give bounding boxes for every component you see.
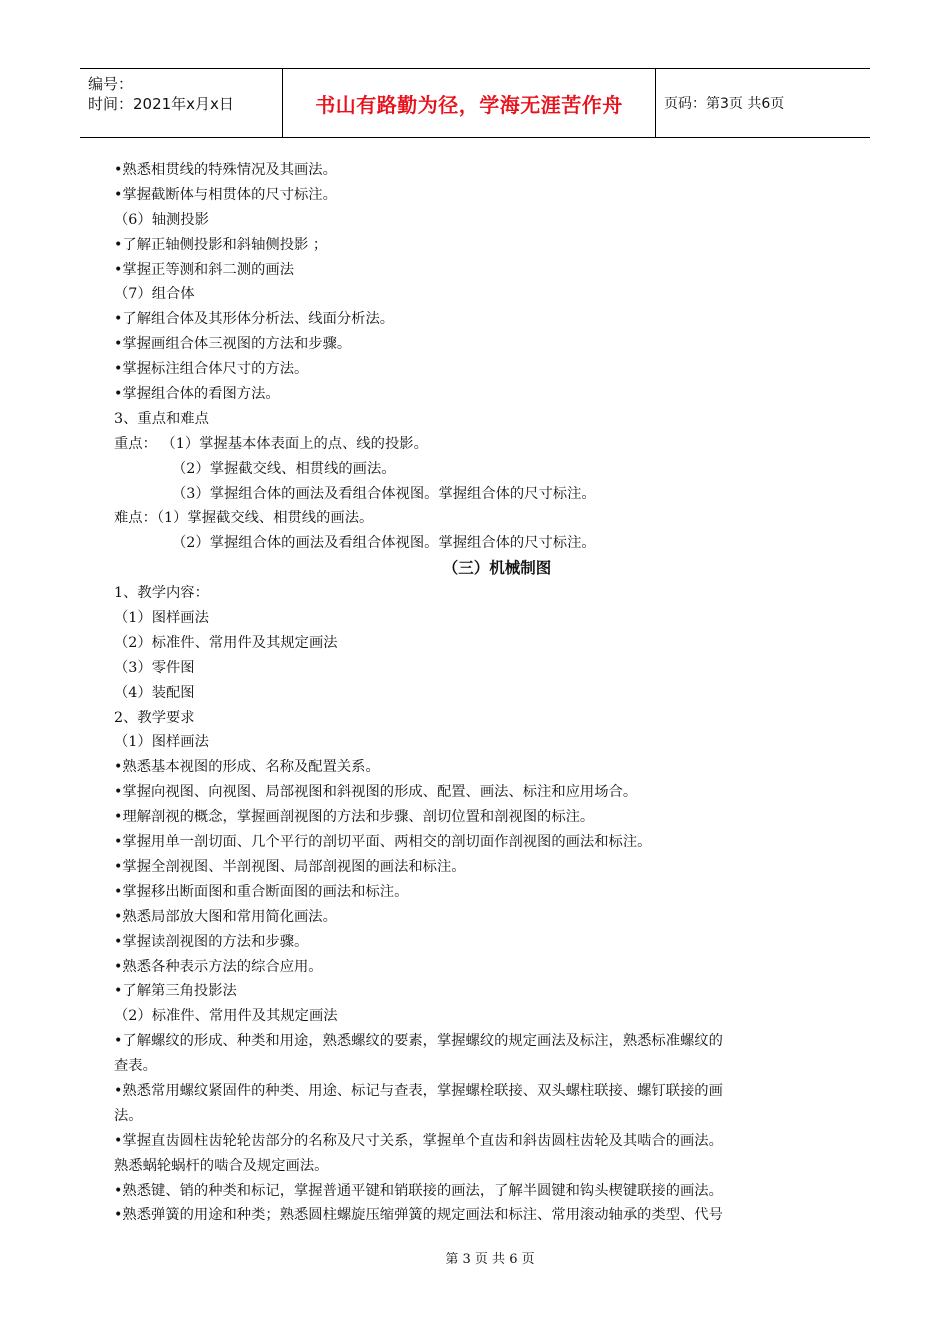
- difficulty-line: 难点：（1）掌握截交线、相贯线的画法。: [114, 510, 374, 527]
- text-line: 法。: [114, 1107, 143, 1124]
- text-line: （7）组合体: [114, 286, 195, 303]
- page-footer: 第 3 页 共 6 页: [445, 1252, 535, 1267]
- text-line: 熟悉蜗轮蜗杆的啮合及规定画法。: [114, 1157, 329, 1174]
- section-heading: 1、教学内容：: [114, 585, 209, 602]
- text-line: •掌握组合体的看图方法。: [114, 386, 280, 403]
- text-line: •熟悉基本视图的形成、名称及配置关系。: [114, 759, 380, 776]
- chapter-title: （三）机械制图: [442, 558, 552, 578]
- text-line: •熟悉键、销的种类和标记，掌握普通平键和销联接的画法，了解半圆键和钩头楔键联接的画法。: [114, 1182, 723, 1199]
- section-heading: 3、重点和难点: [114, 410, 209, 427]
- text-line: （2）标准件、常用件及其规定画法: [114, 634, 338, 651]
- text-line: •掌握正等测和斜二测的画法: [114, 261, 294, 278]
- page-header: [80, 68, 870, 138]
- text-line: （1）图样画法: [114, 734, 209, 751]
- text-line: •熟悉相贯线的特殊情况及其画法。: [114, 162, 337, 178]
- text-line: （1）图样画法: [114, 610, 209, 627]
- header-right-cell: [656, 69, 870, 137]
- text-line: •掌握标注组合体尺寸的方法。: [114, 361, 309, 378]
- text-line: •掌握用单一剖切面、几个平行的剖切平面、两相交的剖切面作剖视图的画法和标注。: [114, 834, 652, 851]
- date-label: 时间：2021年x月x日: [88, 95, 234, 113]
- text-line: •掌握移出断面图和重合断面图的画法和标注。: [114, 883, 409, 900]
- text-line: （4）装配图: [114, 684, 195, 701]
- text-line: •熟悉各种表示方法的综合应用。: [114, 958, 323, 975]
- page-indicator: 页码：第3页 共6页: [664, 96, 785, 112]
- text-line: （3）零件图: [114, 659, 195, 676]
- text-line: •了解第三角投影法: [114, 983, 237, 1000]
- section-heading: 2、教学要求: [114, 709, 195, 726]
- text-line: 查表。: [114, 1058, 157, 1075]
- key-point-line: （2）掌握截交线、相贯线的画法。: [172, 460, 396, 477]
- text-line: •熟悉常用螺纹紧固件的种类、用途、标记与查表，掌握螺栓联接、双头螺柱联接、螺钉联接的画: [114, 1082, 723, 1099]
- text-line: •熟悉局部放大图和常用简化画法。: [114, 908, 337, 925]
- text-line: •了解组合体及其形体分析法、线面分析法。: [114, 311, 395, 328]
- text-line: •理解剖视的概念，掌握画剖视图的方法和步骤、剖切位置和剖视图的标注。: [114, 809, 595, 826]
- document-number-label: 编号：: [88, 75, 134, 93]
- text-line: （6）轴测投影: [114, 211, 209, 228]
- header-left-cell: [80, 69, 280, 137]
- text-line: •掌握向视图、向视图、局部视图和斜视图的形成、配置、画法、标注和应用场合。: [114, 784, 638, 801]
- difficulty-line: （2）掌握组合体的画法及看组合体视图。掌握组合体的尺寸标注。: [172, 535, 596, 552]
- text-line: （2）标准件、常用件及其规定画法: [114, 1008, 338, 1025]
- text-line: •了解正轴侧投影和斜轴侧投影 ；: [114, 236, 328, 253]
- text-line: •熟悉弹簧的用途和种类；熟悉圆柱螺旋压缩弹簧的规定画法和标注、常用滚动轴承的类型、代号: [114, 1207, 723, 1224]
- document-body: [114, 158, 840, 1228]
- text-line: •掌握画组合体三视图的方法和步骤。: [114, 336, 352, 353]
- text-line: •了解螺纹的形成、种类和用途，熟悉螺纹的要素，掌握螺纹的规定画法及标注，熟悉标准螺纹的: [114, 1033, 723, 1050]
- text-line: •掌握读剖视图的方法和步骤。: [114, 933, 309, 950]
- key-point-line: 重点： （1）掌握基本体表面上的点、线的投影。: [114, 435, 428, 452]
- motto-text: 书山有路勤为径，学海无涯苦作舟: [282, 69, 656, 137]
- text-line: •掌握全剖视图、半剖视图、局部剖视图的画法和标注。: [114, 858, 466, 875]
- key-point-line: （3）掌握组合体的画法及看组合体视图。掌握组合体的尺寸标注。: [172, 485, 596, 502]
- text-line: •掌握直齿圆柱齿轮轮齿部分的名称及尺寸关系，掌握单个直齿和斜齿圆柱齿轮及其啮合的画法。: [114, 1132, 723, 1149]
- text-line: •掌握截断体与相贯体的尺寸标注。: [114, 186, 337, 203]
